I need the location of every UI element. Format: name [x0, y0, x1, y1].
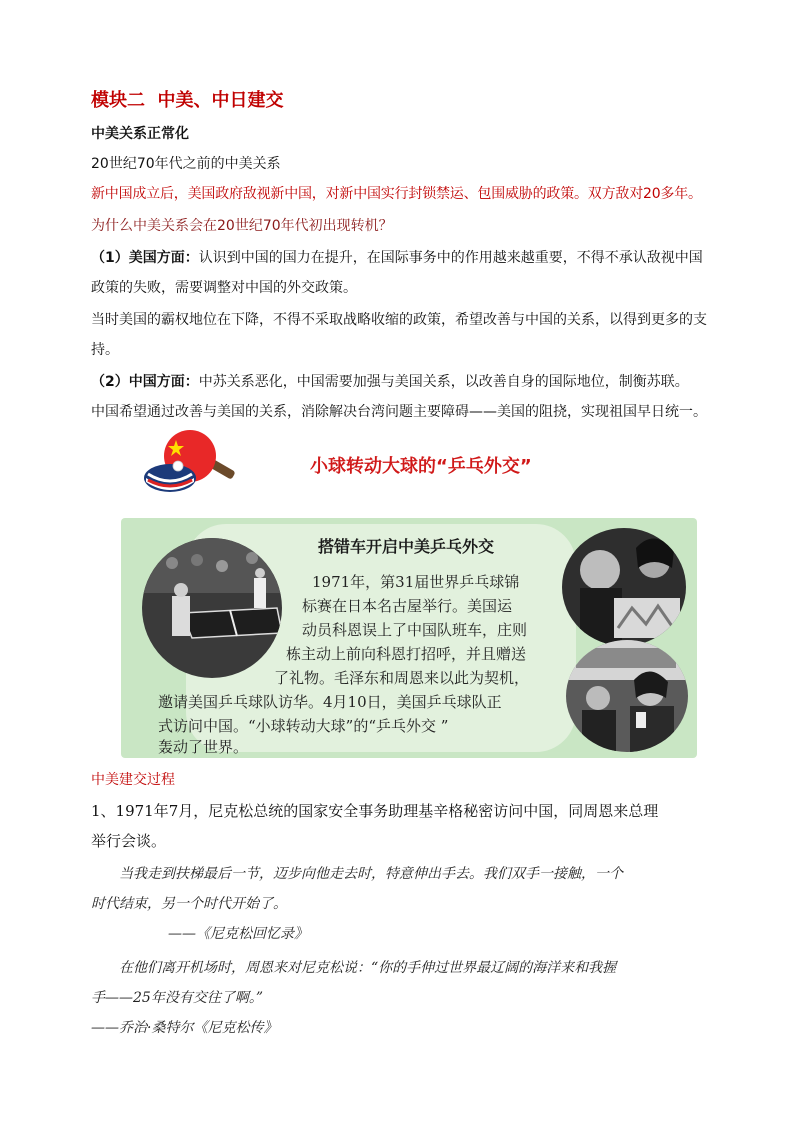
subheading: 20世纪70年代之前的中美关系	[91, 156, 281, 172]
us-line-3: 当时美国的霸权地位在下降，不得不采取战略收缩的政策，希望改善与中国的关系，以得到更多的支	[91, 312, 707, 328]
card-title: 搭错车开启中美乒乓外交	[318, 537, 495, 556]
card-line-2: 标赛在日本名古屋举行。美国运	[302, 597, 513, 615]
us-label: （1）美国方面：	[91, 250, 199, 266]
quote1-line-1: 当我走到扶梯最后一节，迈步向他走去时，特意伸出手去。我们双手一接触，一个	[119, 866, 623, 882]
quote1-line-2: 时代结束，另一个时代开始了。	[91, 896, 287, 912]
us-line-2: 政策的失败，需要调整对中国的外交政策。	[91, 280, 357, 296]
card-line-1: 1971年，第31届世界乒乓球锦	[312, 573, 520, 591]
quote2-line-2: 手——25年没有交往了啊。”	[91, 990, 263, 1006]
us-paragraph	[91, 248, 703, 268]
ping-pong-paddle-graphic	[140, 428, 250, 496]
card-line-8: 轰动了世界。	[158, 738, 249, 756]
quote2-line-1: 在他们离开机场时，周恩来对尼克松说：“你的手伸过世界最辽阔的海洋来和我握	[119, 960, 617, 976]
item1-line-2: 举行会谈。	[91, 832, 167, 850]
card-line-7: 式访问中国。“小球转动大球”的“乒乓外交 ”	[158, 717, 449, 735]
section2-heading: 中美建交过程	[91, 772, 175, 788]
card-line-6: 邀请美国乒乓球队访华。4月10日，美国乒乓球队正	[158, 693, 502, 711]
us-text: 认识到中国的国力在提升，在国际事务中的作用越来越重要，不得不承认敌视中国	[198, 250, 703, 266]
cn-paragraph	[91, 372, 689, 392]
gift-photo	[562, 528, 686, 646]
card-line-3: 动员科恩误上了中国队班车，庄则	[302, 621, 528, 639]
banner-title: 小球转动大球的“乒乓外交”	[310, 456, 532, 477]
cn-line-2: 中国希望通过改善与美国的关系，消除解决台湾问题主要障碍——美国的阻挠，实现祖国早日统一。	[91, 404, 707, 420]
us-line-4: 持。	[91, 342, 119, 358]
module-title: 模块二 中美、中日建交	[91, 90, 284, 111]
question-line: 为什么中美关系会在20世纪70年代初出现转机？	[91, 218, 393, 234]
match-photo	[142, 538, 282, 678]
quote2-source: ——乔治·桑特尔《尼克松传》	[91, 1020, 278, 1036]
card-line-4: 栋主动上前向科恩打招呼，并且赠送	[286, 645, 527, 663]
cn-label: （2）中国方面：	[91, 374, 199, 390]
red-statement: 新中国成立后，美国政府敌视新中国，对新中国实行封锁禁运、包围威胁的政策。双方敌对20多年。	[91, 186, 702, 202]
card-line-5: 了礼物。毛泽东和周恩来以此为契机，	[274, 669, 530, 687]
section-heading: 中美关系正常化	[91, 126, 189, 142]
cn-text: 中苏关系恶化，中国需要加强与美国关系，以改善自身的国际地位，制衡苏联。	[198, 374, 689, 390]
quote1-source: ——《尼克松回忆录》	[168, 926, 308, 942]
arrival-photo	[566, 640, 688, 752]
item1-line-1: 1、1971年7月，尼克松总统的国家安全事务助理基辛格秘密访问中国，同周恩来总理	[91, 802, 659, 820]
